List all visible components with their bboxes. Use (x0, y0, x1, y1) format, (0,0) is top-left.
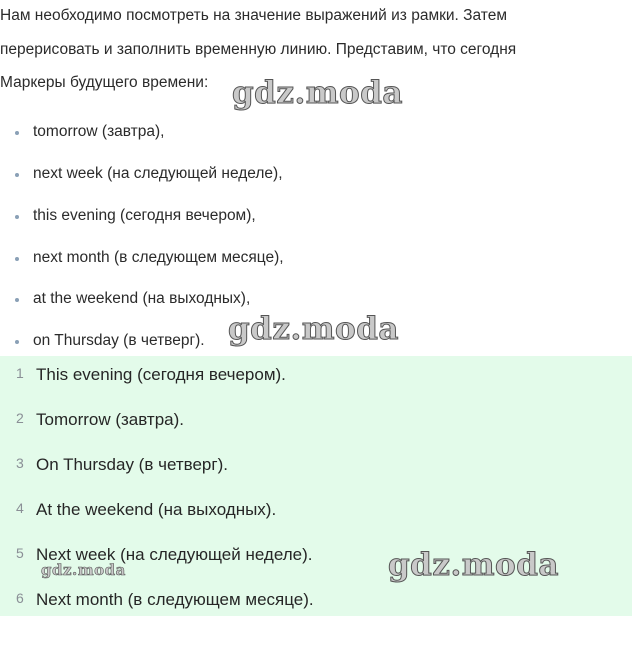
watermark-logo: gdz.moda (228, 311, 399, 347)
bullet-icon (15, 298, 19, 302)
bullet-icon (15, 215, 19, 219)
intro-line-1: Нам необходимо посмотреть на значение выражений из рамки. Затем (0, 7, 508, 24)
answer-text: At the weekend (на выходных). (36, 500, 277, 519)
intro-line-2: перерисовать и заполнить временную линию. Представим, что сегодня (0, 41, 517, 58)
answer-text: Next month (в следующем месяце). (36, 590, 314, 609)
bullet-icon (15, 131, 19, 135)
answer-number: 2 (16, 410, 24, 426)
answer-number: 6 (16, 590, 24, 606)
answer-number: 4 (16, 500, 24, 516)
answer-text: On Thursday (в четверг). (36, 455, 228, 474)
watermark-logo: gdz.moda (232, 75, 403, 111)
answer-number: 3 (16, 455, 24, 471)
answer-text: Tomorrow (завтра). (36, 410, 184, 429)
answer-number: 1 (16, 365, 24, 381)
watermark-logo: gdz.moda (388, 547, 559, 583)
bullet-icon (15, 340, 19, 344)
answer-number: 5 (16, 545, 24, 561)
intro-line-3: Маркеры будущего времени: (0, 74, 209, 91)
answer-text: Next week (на следующей неделе). (36, 545, 313, 564)
bullet-icon (15, 173, 19, 177)
watermark-logo: gdz.moda (41, 561, 126, 579)
answer-text: This evening (сегодня вечером). (36, 365, 286, 384)
bullet-icon (15, 257, 19, 261)
